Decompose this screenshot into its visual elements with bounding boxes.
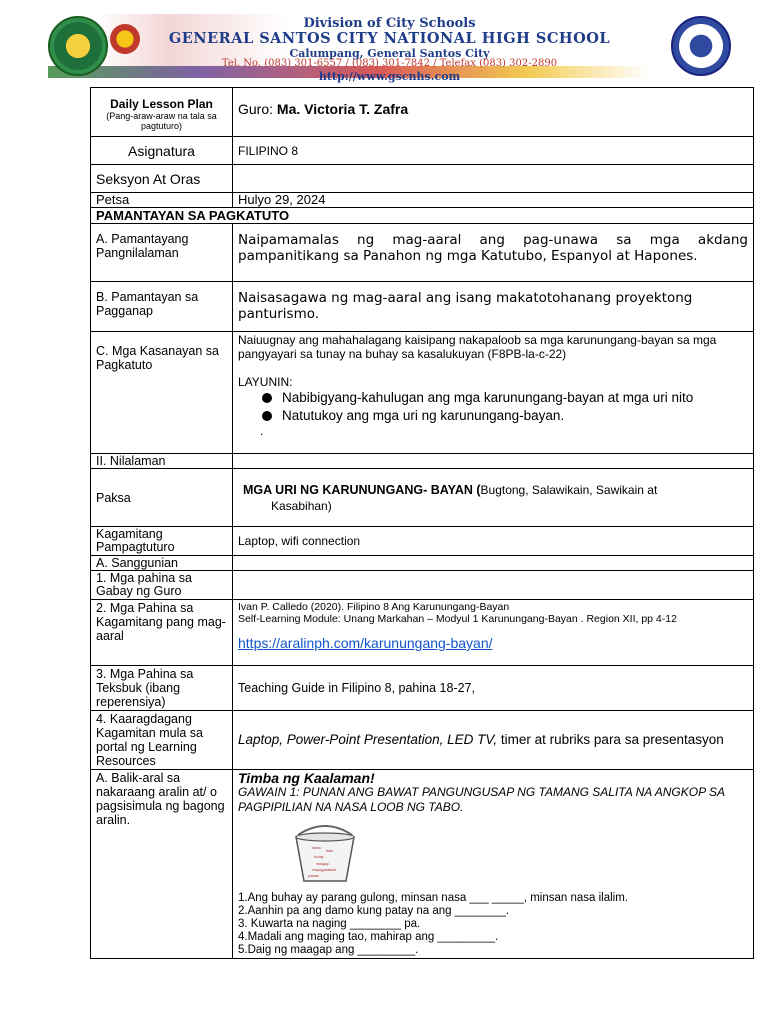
school-name: GENERAL SANTOS CITY NATIONAL HIGH SCHOOL xyxy=(168,30,611,47)
table-row xyxy=(91,88,754,137)
school-phone: Tel. No. (083) 301-6557 / (083) 301-7842 / Telefax (083) 302-2890 xyxy=(221,58,558,69)
table-row xyxy=(91,193,754,208)
reference-link[interactable]: https://aralinph.com/karunungang-bayan/ xyxy=(238,635,493,651)
paksa-title: MGA URI NG KARUNUNGANG- BAYAN ( xyxy=(243,482,481,497)
dlp-title-cell xyxy=(91,88,233,137)
pamantayang-label: A. Pamantayang Pangnilalaman xyxy=(91,224,233,282)
table-row xyxy=(91,208,754,224)
pagganap-label: B. Pamantayan sa Pagganap xyxy=(91,282,233,332)
fill-in-items xyxy=(238,892,748,957)
reference-1: Ivan P. Calledo (2020). Filipino 8 Ang Karunungang-Bayan xyxy=(238,601,510,613)
asignatura-label: Asignatura xyxy=(91,137,233,165)
table-row xyxy=(91,770,754,959)
kasanayan-label: C. Mga Kasanayan sa Pagkatuto xyxy=(91,332,233,454)
list-item: 4.Madali ang maging tao, mahirap ang _________. xyxy=(238,931,499,943)
bucket-word: damo xyxy=(312,846,321,850)
bucket-word: buhay xyxy=(314,855,324,859)
paksa-cell xyxy=(233,469,754,527)
nilalaman-label: II. Nilalaman xyxy=(91,454,233,469)
table-row xyxy=(91,282,754,332)
table-row xyxy=(91,224,754,282)
list-item: 1.Ang buhay ay parang gulong, minsan nasa ___ _____, minsan nasa ilalim. xyxy=(238,892,628,904)
asignatura-value: FILIPINO 8 xyxy=(233,137,754,165)
seksyon-value xyxy=(233,165,754,193)
balik-aral-label: A. Balik-aral sa nakaraang aralin at/ o pagsisimula ng bagong aralin. xyxy=(91,770,233,959)
bucket-word: bato xyxy=(326,849,333,853)
bucket-word: paraan xyxy=(308,874,319,878)
petsa-value: Hulyo 29, 2024 xyxy=(233,193,754,208)
paksa-detail-2: Kasabihan) xyxy=(271,498,332,513)
karagdagan-italic: Laptop, Power-Point Presentation, LED TV, xyxy=(238,732,498,747)
table-row xyxy=(91,332,754,454)
school-website[interactable]: http://www.gscnhs.com xyxy=(318,70,461,83)
table-row xyxy=(91,711,754,770)
dlp-subtitle: (Pang-araw-araw na tala sa pagtuturo) xyxy=(106,111,217,131)
table-row xyxy=(91,454,754,469)
layunin-label: LAYUNIN: xyxy=(238,375,293,389)
kasanayan-cell xyxy=(233,332,754,454)
reference-cell xyxy=(233,600,754,666)
reference-2: Self-Learning Module: Unang Markahan – Modyul 1 Karunungang-Bayan . Region XII, pp 4-12 xyxy=(238,613,677,625)
table-row xyxy=(91,137,754,165)
list-item: 5.Daig ng maagap ang _________. xyxy=(238,944,419,956)
gabay-label: 1. Mga pahina sa Gabay ng Guro xyxy=(91,571,233,600)
teksbuk-value: Teaching Guide in Filipino 8, pahina 18-27, xyxy=(233,666,754,711)
teksbuk-label: 3. Mga Pahina sa Teksbuk (ibang reperensiya) xyxy=(91,666,233,711)
school-address: Calumpang, General Santos City xyxy=(289,47,490,60)
timba-title: Timba ng Kaalaman! xyxy=(238,770,375,786)
karagdagan-label: 4. Kaaragdagang Kagamitan mula sa portal ng Learning Resources xyxy=(91,711,233,770)
division-title: Division of City Schools xyxy=(303,16,476,31)
pamantayang-value: Naipamamalas ng mag-aaral ang pag-unawa sa mga akdang pampanitikang sa Panahon ng mga Katutubo, Espanyol at Hapones. xyxy=(233,224,754,282)
karagdagan-cell xyxy=(233,711,754,770)
table-row xyxy=(91,165,754,193)
list-item: 2.Aanhin pa ang damo kung patay na ang ________. xyxy=(238,905,510,917)
list-item: Natutukoy ang mga uri ng karunungang-bayan. xyxy=(260,407,748,425)
seksyon-label: Seksyon At Oras xyxy=(91,165,233,193)
paksa-detail: Bugtong, Salawikain, Sawikain at xyxy=(480,482,658,497)
balik-aral-cell xyxy=(233,770,754,959)
bucket-word: mapagpatawad xyxy=(312,868,336,872)
lesson-plan-table xyxy=(90,87,754,959)
sanggunian-value xyxy=(233,556,754,571)
table-row xyxy=(91,666,754,711)
bullet-icon xyxy=(262,411,272,421)
table-row xyxy=(91,600,754,666)
layunin-dot: . xyxy=(260,424,264,438)
guro-cell xyxy=(233,88,754,137)
table-row xyxy=(91,527,754,556)
kagamitan-label: Kagamitang Pampagtuturo xyxy=(91,527,233,556)
table-row xyxy=(91,571,754,600)
guro-name: Ma. Victoria T. Zafra xyxy=(276,101,409,117)
dlp-title: Daily Lesson Plan xyxy=(110,97,213,111)
kasanayan-value: Naiuugnay ang mahahalagang kaisipang nakapaloob sa mga karunungang-bayan sa mga pangyayari sa tunay na buhay sa kasalukuyan (F8PB-la-c-22) xyxy=(238,333,717,361)
school-header xyxy=(48,14,731,83)
paksa-label: Paksa xyxy=(91,469,233,527)
gabay-value xyxy=(233,571,754,600)
kagamitang-pang-label: 2. Mga Pahina sa Kagamitang pang mag-aaral xyxy=(91,600,233,666)
sanggunian-label: A. Sanggunian xyxy=(91,556,233,571)
layunin-list xyxy=(238,389,748,425)
pagganap-value: Naisasagawa ng mag-aaral ang isang makatotohanang proyektong panturismo. xyxy=(233,282,754,332)
pamantayan-heading: PAMANTAYAN SA PAGKATUTO xyxy=(91,208,754,224)
nilalaman-value xyxy=(233,454,754,469)
table-row xyxy=(91,556,754,571)
bucket-word: maagap xyxy=(316,862,329,866)
list-item: 3. Kuwarta na naging ________ pa. xyxy=(238,918,421,930)
kagamitan-value: Laptop, wifi connection xyxy=(233,527,754,556)
petsa-label: Petsa xyxy=(91,193,233,208)
table-row xyxy=(91,469,754,527)
bullet-icon xyxy=(262,393,272,403)
list-item: Nabibigyang-kahulugan ang mga karunungang-bayan at mga uri nito xyxy=(260,389,748,407)
karagdagan-rest: timer at rubriks para sa presentasyon xyxy=(497,732,724,747)
bucket-icon xyxy=(290,825,360,883)
guro-label: Guro: xyxy=(238,101,277,117)
gawain-instruction: GAWAIN 1: PUNAN ANG BAWAT PANGUNGUSAP NG TAMANG SALITA NA ANGKOP SA PAGPIPILIAN NA NASA LOOB NG TABO. xyxy=(238,785,725,814)
